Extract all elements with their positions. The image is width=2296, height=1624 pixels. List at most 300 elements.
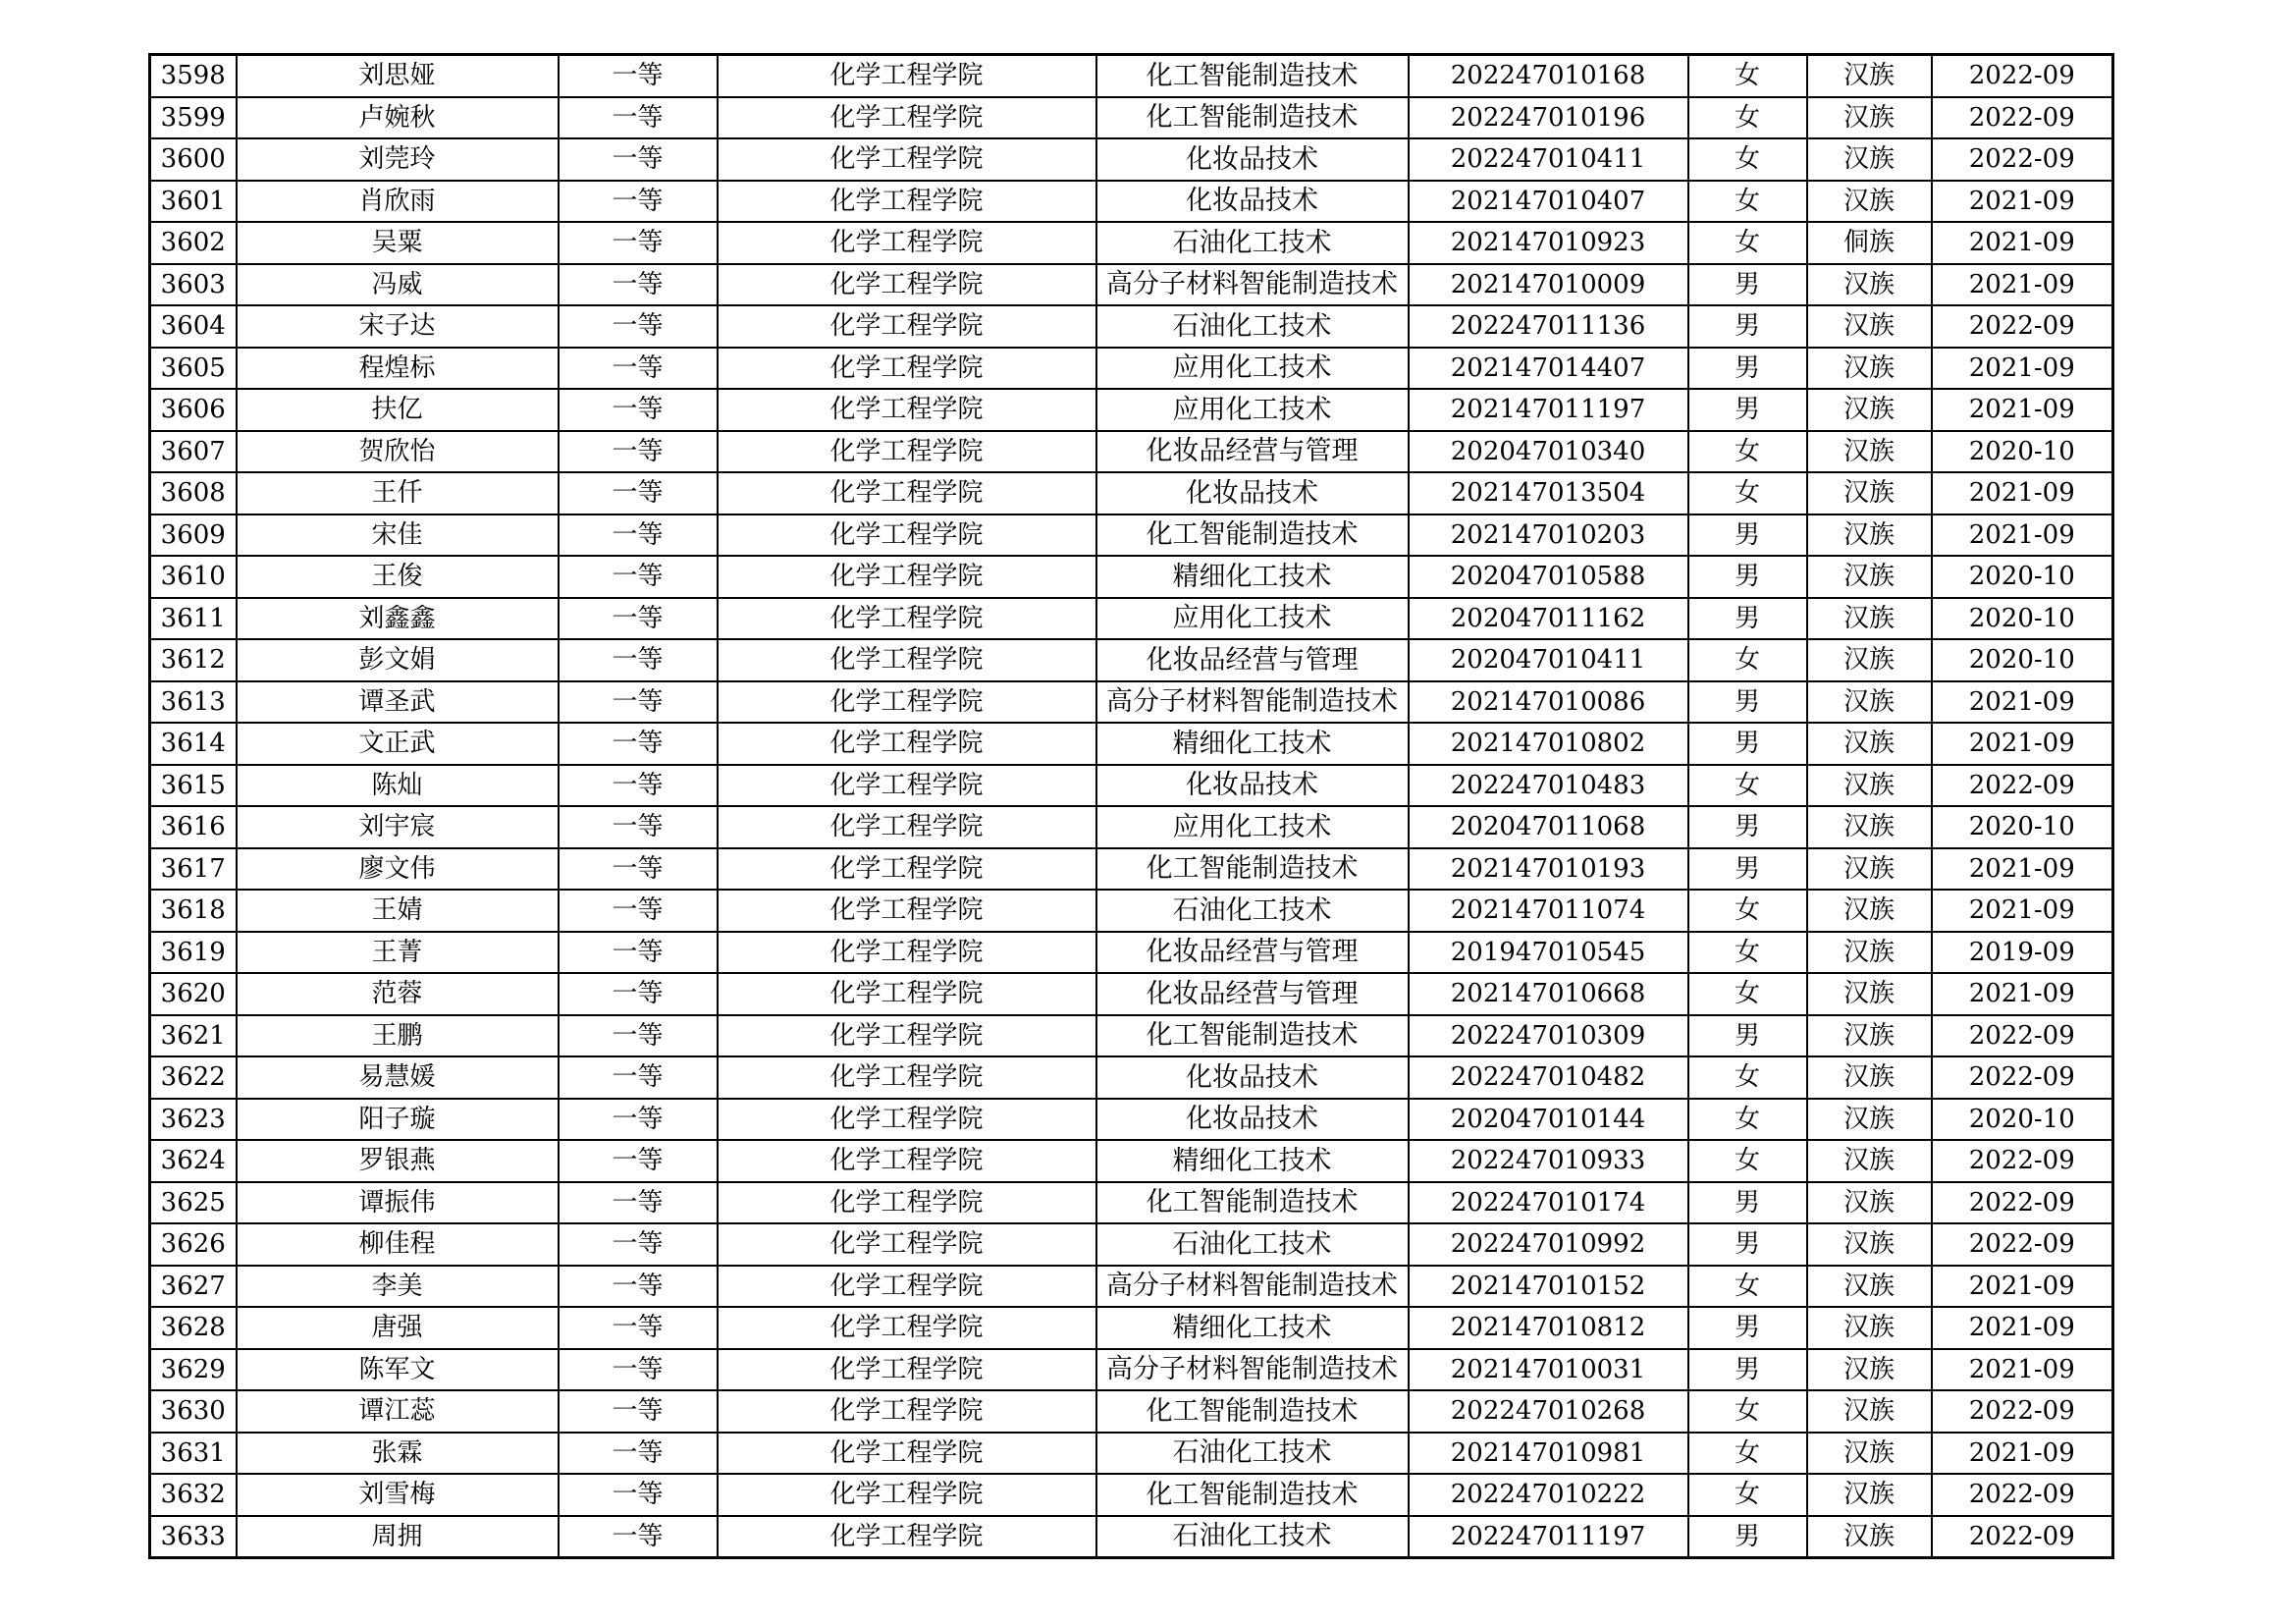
cell-gender: 男 xyxy=(1688,806,1807,848)
cell-ethnicity: 汉族 xyxy=(1807,1307,1932,1349)
table-row xyxy=(150,848,2113,891)
cell-college: 化学工程学院 xyxy=(718,681,1096,724)
cell-major: 化工智能制造技术 xyxy=(1096,1474,1409,1516)
cell-gender: 女 xyxy=(1688,1433,1807,1475)
cell-enrollment: 2019-09 xyxy=(1932,932,2113,974)
cell-award-level: 一等 xyxy=(559,556,718,598)
cell-ethnicity: 汉族 xyxy=(1807,431,1932,473)
cell-ethnicity: 汉族 xyxy=(1807,1390,1932,1433)
cell-index: 3599 xyxy=(150,97,237,139)
cell-gender: 女 xyxy=(1688,97,1807,139)
cell-major: 化妆品经营与管理 xyxy=(1096,431,1409,473)
cell-name: 刘思娅 xyxy=(237,55,559,97)
table-row xyxy=(150,1015,2113,1057)
cell-major: 化工智能制造技术 xyxy=(1096,1390,1409,1433)
cell-index: 3608 xyxy=(150,472,237,514)
cell-student-id: 202047010411 xyxy=(1409,639,1688,681)
cell-gender: 女 xyxy=(1688,181,1807,223)
cell-name: 王菁 xyxy=(237,932,559,974)
cell-name: 冯威 xyxy=(237,264,559,306)
cell-major: 化妆品技术 xyxy=(1096,472,1409,514)
cell-enrollment: 2021-09 xyxy=(1932,1349,2113,1391)
cell-student-id: 202147014407 xyxy=(1409,348,1688,390)
cell-student-id: 201947010545 xyxy=(1409,932,1688,974)
cell-name: 吴粟 xyxy=(237,222,559,264)
table-row xyxy=(150,1182,2113,1224)
table-row xyxy=(150,1307,2113,1349)
cell-name: 廖文伟 xyxy=(237,848,559,891)
cell-student-id: 202147010802 xyxy=(1409,723,1688,765)
cell-ethnicity: 汉族 xyxy=(1807,348,1932,390)
cell-college: 化学工程学院 xyxy=(718,514,1096,557)
cell-enrollment: 2022-09 xyxy=(1932,1182,2113,1224)
cell-student-id: 202247011197 xyxy=(1409,1516,1688,1558)
cell-award-level: 一等 xyxy=(559,1307,718,1349)
cell-student-id: 202147010812 xyxy=(1409,1307,1688,1349)
cell-student-id: 202247010174 xyxy=(1409,1182,1688,1224)
cell-student-id: 202147010981 xyxy=(1409,1433,1688,1475)
cell-enrollment: 2021-09 xyxy=(1932,1307,2113,1349)
cell-index: 3604 xyxy=(150,305,237,348)
cell-student-id: 202147010086 xyxy=(1409,681,1688,724)
cell-major: 化妆品经营与管理 xyxy=(1096,973,1409,1015)
cell-award-level: 一等 xyxy=(559,1182,718,1224)
cell-major: 石油化工技术 xyxy=(1096,1433,1409,1475)
table-row xyxy=(150,1266,2113,1308)
cell-gender: 男 xyxy=(1688,348,1807,390)
cell-award-level: 一等 xyxy=(559,890,718,932)
cell-gender: 男 xyxy=(1688,598,1807,640)
cell-major: 化工智能制造技术 xyxy=(1096,514,1409,557)
cell-index: 3621 xyxy=(150,1015,237,1057)
cell-enrollment: 2021-09 xyxy=(1932,1266,2113,1308)
cell-gender: 男 xyxy=(1688,723,1807,765)
cell-ethnicity: 汉族 xyxy=(1807,138,1932,181)
cell-award-level: 一等 xyxy=(559,1474,718,1516)
cell-name: 王俊 xyxy=(237,556,559,598)
cell-gender: 男 xyxy=(1688,1223,1807,1266)
cell-name: 肖欣雨 xyxy=(237,181,559,223)
table-row xyxy=(150,1433,2113,1475)
cell-name: 刘宇宸 xyxy=(237,806,559,848)
cell-major: 化妆品技术 xyxy=(1096,1056,1409,1099)
cell-student-id: 202247011136 xyxy=(1409,305,1688,348)
cell-student-id: 202147010203 xyxy=(1409,514,1688,557)
cell-award-level: 一等 xyxy=(559,431,718,473)
cell-major: 化工智能制造技术 xyxy=(1096,1182,1409,1224)
cell-major: 化妆品技术 xyxy=(1096,1099,1409,1141)
cell-ethnicity: 汉族 xyxy=(1807,1223,1932,1266)
cell-student-id: 202047010588 xyxy=(1409,556,1688,598)
cell-enrollment: 2021-09 xyxy=(1932,222,2113,264)
cell-gender: 男 xyxy=(1688,848,1807,891)
cell-index: 3611 xyxy=(150,598,237,640)
cell-gender: 男 xyxy=(1688,1349,1807,1391)
cell-gender: 女 xyxy=(1688,890,1807,932)
cell-award-level: 一等 xyxy=(559,348,718,390)
cell-award-level: 一等 xyxy=(559,1516,718,1558)
cell-gender: 男 xyxy=(1688,1015,1807,1057)
cell-name: 程煌标 xyxy=(237,348,559,390)
cell-enrollment: 2022-09 xyxy=(1932,1223,2113,1266)
cell-college: 化学工程学院 xyxy=(718,1182,1096,1224)
cell-major: 石油化工技术 xyxy=(1096,1516,1409,1558)
cell-college: 化学工程学院 xyxy=(718,639,1096,681)
cell-award-level: 一等 xyxy=(559,264,718,306)
cell-ethnicity: 汉族 xyxy=(1807,890,1932,932)
cell-index: 3600 xyxy=(150,138,237,181)
cell-gender: 男 xyxy=(1688,556,1807,598)
cell-enrollment: 2020-10 xyxy=(1932,598,2113,640)
table-row xyxy=(150,932,2113,974)
cell-award-level: 一等 xyxy=(559,55,718,97)
cell-enrollment: 2021-09 xyxy=(1932,723,2113,765)
cell-name: 谭振伟 xyxy=(237,1182,559,1224)
cell-ethnicity: 汉族 xyxy=(1807,556,1932,598)
cell-student-id: 202147011197 xyxy=(1409,389,1688,431)
table-row xyxy=(150,890,2113,932)
cell-gender: 女 xyxy=(1688,639,1807,681)
cell-enrollment: 2022-09 xyxy=(1932,1474,2113,1516)
cell-name: 贺欣怡 xyxy=(237,431,559,473)
cell-college: 化学工程学院 xyxy=(718,1390,1096,1433)
cell-award-level: 一等 xyxy=(559,305,718,348)
cell-index: 3628 xyxy=(150,1307,237,1349)
cell-student-id: 202247010222 xyxy=(1409,1474,1688,1516)
cell-gender: 女 xyxy=(1688,1140,1807,1182)
cell-gender: 女 xyxy=(1688,1099,1807,1141)
cell-major: 精细化工技术 xyxy=(1096,556,1409,598)
cell-college: 化学工程学院 xyxy=(718,97,1096,139)
cell-student-id: 202147010923 xyxy=(1409,222,1688,264)
cell-college: 化学工程学院 xyxy=(718,848,1096,891)
cell-award-level: 一等 xyxy=(559,681,718,724)
cell-award-level: 一等 xyxy=(559,222,718,264)
cell-ethnicity: 汉族 xyxy=(1807,598,1932,640)
cell-college: 化学工程学院 xyxy=(718,1516,1096,1558)
cell-award-level: 一等 xyxy=(559,1015,718,1057)
cell-enrollment: 2020-10 xyxy=(1932,806,2113,848)
cell-student-id: 202047011068 xyxy=(1409,806,1688,848)
cell-enrollment: 2021-09 xyxy=(1932,848,2113,891)
cell-award-level: 一等 xyxy=(559,138,718,181)
cell-enrollment: 2022-09 xyxy=(1932,1056,2113,1099)
table-row xyxy=(150,681,2113,724)
cell-ethnicity: 汉族 xyxy=(1807,1474,1932,1516)
table-row xyxy=(150,1516,2113,1558)
cell-ethnicity: 汉族 xyxy=(1807,806,1932,848)
table-row xyxy=(150,348,2113,390)
cell-award-level: 一等 xyxy=(559,181,718,223)
cell-name: 卢婉秋 xyxy=(237,97,559,139)
cell-major: 高分子材料智能制造技术 xyxy=(1096,264,1409,306)
student-award-table xyxy=(148,53,2114,1559)
table-row xyxy=(150,514,2113,557)
table-row xyxy=(150,305,2113,348)
cell-ethnicity: 汉族 xyxy=(1807,1140,1932,1182)
cell-name: 刘莞玲 xyxy=(237,138,559,181)
table-row xyxy=(150,723,2113,765)
cell-major: 应用化工技术 xyxy=(1096,389,1409,431)
cell-college: 化学工程学院 xyxy=(718,1099,1096,1141)
cell-ethnicity: 汉族 xyxy=(1807,932,1932,974)
cell-name: 刘雪梅 xyxy=(237,1474,559,1516)
cell-student-id: 202147010668 xyxy=(1409,973,1688,1015)
cell-gender: 男 xyxy=(1688,305,1807,348)
cell-index: 3615 xyxy=(150,765,237,807)
table-row xyxy=(150,138,2113,181)
cell-student-id: 202147010031 xyxy=(1409,1349,1688,1391)
cell-enrollment: 2021-09 xyxy=(1932,514,2113,557)
cell-ethnicity: 汉族 xyxy=(1807,1516,1932,1558)
cell-name: 彭文娟 xyxy=(237,639,559,681)
cell-student-id: 202147010152 xyxy=(1409,1266,1688,1308)
cell-name: 范蓉 xyxy=(237,973,559,1015)
cell-college: 化学工程学院 xyxy=(718,1056,1096,1099)
cell-major: 精细化工技术 xyxy=(1096,723,1409,765)
cell-major: 化妆品经营与管理 xyxy=(1096,639,1409,681)
cell-ethnicity: 汉族 xyxy=(1807,681,1932,724)
cell-award-level: 一等 xyxy=(559,932,718,974)
cell-award-level: 一等 xyxy=(559,1140,718,1182)
cell-student-id: 202147011074 xyxy=(1409,890,1688,932)
cell-enrollment: 2021-09 xyxy=(1932,973,2113,1015)
cell-major: 石油化工技术 xyxy=(1096,222,1409,264)
cell-college: 化学工程学院 xyxy=(718,472,1096,514)
table-row xyxy=(150,1099,2113,1141)
cell-enrollment: 2022-09 xyxy=(1932,97,2113,139)
cell-major: 石油化工技术 xyxy=(1096,890,1409,932)
table-body xyxy=(150,55,2113,1558)
cell-enrollment: 2022-09 xyxy=(1932,1140,2113,1182)
cell-award-level: 一等 xyxy=(559,472,718,514)
cell-index: 3622 xyxy=(150,1056,237,1099)
cell-gender: 女 xyxy=(1688,55,1807,97)
cell-index: 3613 xyxy=(150,681,237,724)
cell-award-level: 一等 xyxy=(559,723,718,765)
cell-name: 张霖 xyxy=(237,1433,559,1475)
table-row xyxy=(150,765,2113,807)
table-row xyxy=(150,1056,2113,1099)
cell-award-level: 一等 xyxy=(559,1056,718,1099)
cell-ethnicity: 汉族 xyxy=(1807,1099,1932,1141)
cell-index: 3602 xyxy=(150,222,237,264)
cell-award-level: 一等 xyxy=(559,1349,718,1391)
cell-ethnicity: 汉族 xyxy=(1807,1349,1932,1391)
cell-gender: 男 xyxy=(1688,1182,1807,1224)
cell-ethnicity: 汉族 xyxy=(1807,1182,1932,1224)
cell-index: 3606 xyxy=(150,389,237,431)
cell-student-id: 202147013504 xyxy=(1409,472,1688,514)
cell-gender: 女 xyxy=(1688,138,1807,181)
cell-index: 3620 xyxy=(150,973,237,1015)
cell-college: 化学工程学院 xyxy=(718,598,1096,640)
cell-major: 化妆品技术 xyxy=(1096,138,1409,181)
cell-college: 化学工程学院 xyxy=(718,389,1096,431)
table-row xyxy=(150,1474,2113,1516)
table-row xyxy=(150,598,2113,640)
cell-ethnicity: 汉族 xyxy=(1807,1266,1932,1308)
cell-college: 化学工程学院 xyxy=(718,806,1096,848)
cell-major: 应用化工技术 xyxy=(1096,806,1409,848)
cell-enrollment: 2022-09 xyxy=(1932,1516,2113,1558)
cell-major: 高分子材料智能制造技术 xyxy=(1096,681,1409,724)
table-row xyxy=(150,556,2113,598)
cell-student-id: 202147010009 xyxy=(1409,264,1688,306)
table-row xyxy=(150,973,2113,1015)
cell-student-id: 202247010483 xyxy=(1409,765,1688,807)
cell-index: 3619 xyxy=(150,932,237,974)
table-row xyxy=(150,431,2113,473)
cell-index: 3616 xyxy=(150,806,237,848)
cell-major: 石油化工技术 xyxy=(1096,305,1409,348)
cell-index: 3624 xyxy=(150,1140,237,1182)
cell-award-level: 一等 xyxy=(559,1223,718,1266)
cell-ethnicity: 汉族 xyxy=(1807,264,1932,306)
cell-enrollment: 2021-09 xyxy=(1932,890,2113,932)
cell-enrollment: 2021-09 xyxy=(1932,181,2113,223)
cell-major: 高分子材料智能制造技术 xyxy=(1096,1266,1409,1308)
cell-award-level: 一等 xyxy=(559,639,718,681)
cell-award-level: 一等 xyxy=(559,97,718,139)
cell-index: 3614 xyxy=(150,723,237,765)
cell-major: 精细化工技术 xyxy=(1096,1307,1409,1349)
cell-award-level: 一等 xyxy=(559,1433,718,1475)
cell-name: 周拥 xyxy=(237,1516,559,1558)
cell-ethnicity: 汉族 xyxy=(1807,514,1932,557)
cell-student-id: 202047011162 xyxy=(1409,598,1688,640)
cell-enrollment: 2022-09 xyxy=(1932,1015,2113,1057)
cell-name: 唐强 xyxy=(237,1307,559,1349)
table-row xyxy=(150,472,2113,514)
cell-student-id: 202047010144 xyxy=(1409,1099,1688,1141)
cell-index: 3605 xyxy=(150,348,237,390)
cell-enrollment: 2020-10 xyxy=(1932,556,2113,598)
cell-index: 3609 xyxy=(150,514,237,557)
cell-college: 化学工程学院 xyxy=(718,1223,1096,1266)
cell-student-id: 202247010268 xyxy=(1409,1390,1688,1433)
cell-index: 3618 xyxy=(150,890,237,932)
cell-major: 化工智能制造技术 xyxy=(1096,848,1409,891)
cell-college: 化学工程学院 xyxy=(718,348,1096,390)
cell-major: 化妆品技术 xyxy=(1096,765,1409,807)
table-row xyxy=(150,97,2113,139)
cell-college: 化学工程学院 xyxy=(718,556,1096,598)
cell-award-level: 一等 xyxy=(559,598,718,640)
cell-index: 3631 xyxy=(150,1433,237,1475)
cell-gender: 女 xyxy=(1688,1056,1807,1099)
cell-enrollment: 2021-09 xyxy=(1932,264,2113,306)
cell-college: 化学工程学院 xyxy=(718,973,1096,1015)
cell-major: 化工智能制造技术 xyxy=(1096,97,1409,139)
cell-gender: 男 xyxy=(1688,1307,1807,1349)
cell-gender: 男 xyxy=(1688,389,1807,431)
cell-name: 文正武 xyxy=(237,723,559,765)
table-row xyxy=(150,1390,2113,1433)
cell-college: 化学工程学院 xyxy=(718,222,1096,264)
cell-student-id: 202147010193 xyxy=(1409,848,1688,891)
cell-ethnicity: 汉族 xyxy=(1807,639,1932,681)
table-row xyxy=(150,639,2113,681)
cell-gender: 女 xyxy=(1688,1474,1807,1516)
cell-enrollment: 2020-10 xyxy=(1932,431,2113,473)
cell-college: 化学工程学院 xyxy=(718,305,1096,348)
cell-college: 化学工程学院 xyxy=(718,55,1096,97)
cell-ethnicity: 汉族 xyxy=(1807,1433,1932,1475)
cell-enrollment: 2022-09 xyxy=(1932,138,2113,181)
cell-student-id: 202247010196 xyxy=(1409,97,1688,139)
cell-name: 宋子达 xyxy=(237,305,559,348)
cell-name: 陈灿 xyxy=(237,765,559,807)
cell-enrollment: 2022-09 xyxy=(1932,55,2113,97)
cell-college: 化学工程学院 xyxy=(718,1433,1096,1475)
cell-name: 王婧 xyxy=(237,890,559,932)
cell-student-id: 202247010309 xyxy=(1409,1015,1688,1057)
cell-student-id: 202247010411 xyxy=(1409,138,1688,181)
cell-index: 3632 xyxy=(150,1474,237,1516)
cell-gender: 男 xyxy=(1688,1516,1807,1558)
cell-college: 化学工程学院 xyxy=(718,765,1096,807)
cell-college: 化学工程学院 xyxy=(718,890,1096,932)
cell-index: 3612 xyxy=(150,639,237,681)
cell-index: 3603 xyxy=(150,264,237,306)
cell-student-id: 202247010168 xyxy=(1409,55,1688,97)
cell-gender: 男 xyxy=(1688,264,1807,306)
cell-college: 化学工程学院 xyxy=(718,138,1096,181)
cell-gender: 女 xyxy=(1688,472,1807,514)
cell-college: 化学工程学院 xyxy=(718,1266,1096,1308)
cell-enrollment: 2020-10 xyxy=(1932,639,2113,681)
cell-ethnicity: 汉族 xyxy=(1807,973,1932,1015)
cell-gender: 女 xyxy=(1688,765,1807,807)
cell-ethnicity: 汉族 xyxy=(1807,848,1932,891)
cell-index: 3623 xyxy=(150,1099,237,1141)
cell-student-id: 202247010933 xyxy=(1409,1140,1688,1182)
cell-major: 精细化工技术 xyxy=(1096,1140,1409,1182)
cell-college: 化学工程学院 xyxy=(718,431,1096,473)
cell-enrollment: 2021-09 xyxy=(1932,681,2113,724)
cell-student-id: 202047010340 xyxy=(1409,431,1688,473)
table-row xyxy=(150,806,2113,848)
cell-gender: 女 xyxy=(1688,222,1807,264)
cell-name: 柳佳程 xyxy=(237,1223,559,1266)
cell-name: 阳子璇 xyxy=(237,1099,559,1141)
cell-name: 谭江蕊 xyxy=(237,1390,559,1433)
cell-index: 3610 xyxy=(150,556,237,598)
table-row xyxy=(150,222,2113,264)
cell-enrollment: 2022-09 xyxy=(1932,305,2113,348)
cell-award-level: 一等 xyxy=(559,765,718,807)
cell-ethnicity: 汉族 xyxy=(1807,181,1932,223)
cell-enrollment: 2021-09 xyxy=(1932,348,2113,390)
cell-college: 化学工程学院 xyxy=(718,1349,1096,1391)
cell-enrollment: 2021-09 xyxy=(1932,389,2113,431)
cell-enrollment: 2022-09 xyxy=(1932,1390,2113,1433)
cell-name: 谭圣武 xyxy=(237,681,559,724)
cell-major: 化工智能制造技术 xyxy=(1096,55,1409,97)
cell-major: 化工智能制造技术 xyxy=(1096,1015,1409,1057)
cell-college: 化学工程学院 xyxy=(718,1474,1096,1516)
cell-gender: 女 xyxy=(1688,1266,1807,1308)
cell-name: 罗银燕 xyxy=(237,1140,559,1182)
cell-college: 化学工程学院 xyxy=(718,723,1096,765)
cell-ethnicity: 汉族 xyxy=(1807,305,1932,348)
cell-major: 化妆品经营与管理 xyxy=(1096,932,1409,974)
cell-major: 化妆品技术 xyxy=(1096,181,1409,223)
cell-student-id: 202247010482 xyxy=(1409,1056,1688,1099)
cell-college: 化学工程学院 xyxy=(718,932,1096,974)
table-row xyxy=(150,1349,2113,1391)
